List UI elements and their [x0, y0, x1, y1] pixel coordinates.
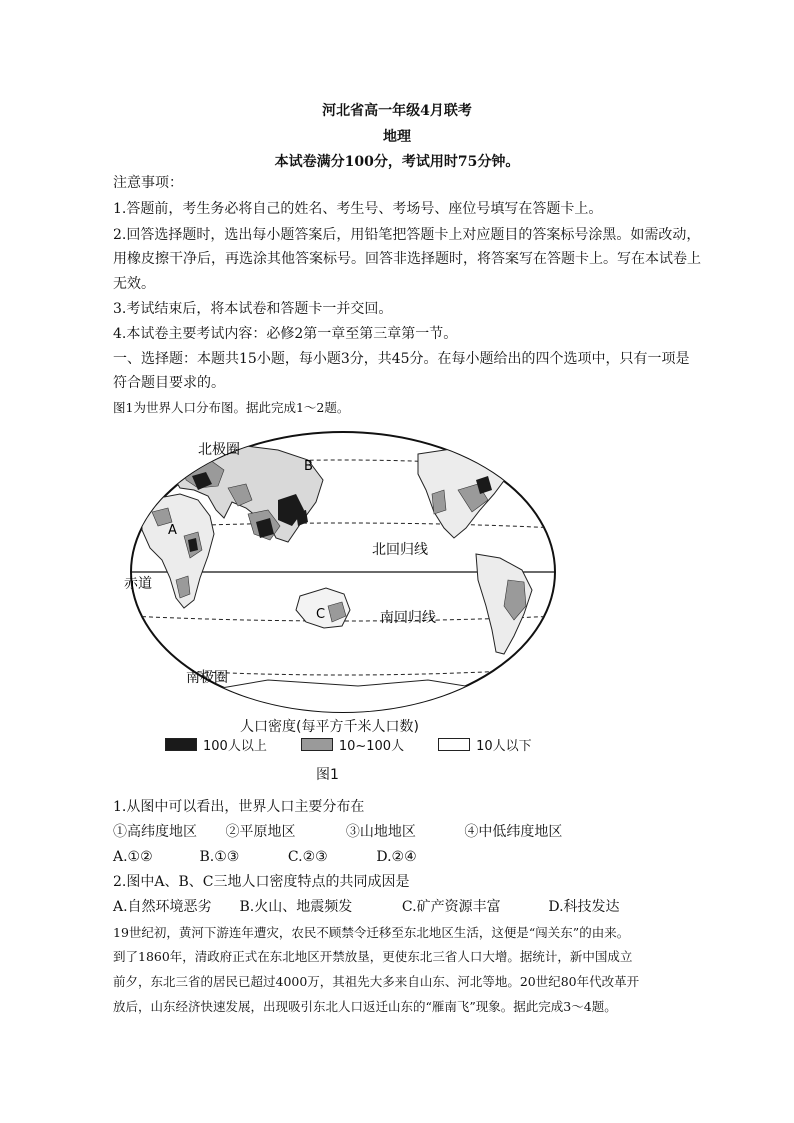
- q1-statement-3: ③山地地区: [345, 824, 416, 840]
- question-2-stem: 2.图中A、B、C三地人口密度特点的共同成因是: [113, 874, 410, 890]
- label-tropic-south: 南回归线: [380, 610, 436, 626]
- legend-label-medium: 10~100人: [338, 739, 405, 754]
- label-tropic-north: 北回归线: [372, 542, 428, 558]
- notes-heading: 注意事项：: [113, 175, 183, 191]
- note-item-2-line2: 用橡皮擦干净后，再选涂其他答案标号。回答非选择题时，将答案写在答题卡上。写在本试卷上: [113, 251, 701, 267]
- map-legend: [165, 735, 545, 754]
- passage-line-3: 前夕，东北三省的居民已超过4000万，其祖先大多来自山东、河北等地。20世纪80年代改革开: [113, 974, 640, 989]
- q2-option-a[interactable]: A.自然环境恶劣: [113, 899, 212, 915]
- question-1-statements: [113, 821, 703, 843]
- label-antarctic-circle: 南极圈: [186, 670, 228, 686]
- q2-option-c[interactable]: C.矿产资源丰富: [401, 899, 501, 915]
- label-arctic-circle: 北极圈: [198, 442, 240, 458]
- q1-option-a[interactable]: A.①②: [113, 849, 153, 865]
- question-1-stem: 1.从图中可以看出，世界人口主要分布在: [113, 799, 365, 815]
- note-item-1: 1.答题前，考生务必将自己的姓名、考生号、考场号、座位号填写在答题卡上。: [113, 201, 603, 217]
- label-c: C: [316, 607, 326, 622]
- figure-intro: 图1为世界人口分布图。据此完成1～2题。: [113, 400, 350, 415]
- label-equator: 赤道: [124, 576, 152, 592]
- passage-line-4: 放后，山东经济快速发展，出现吸引东北人口返迁山东的“雁南飞”现象。据此完成3～4题。: [113, 999, 617, 1014]
- q1-statement-1: ①高纬度地区: [113, 824, 197, 840]
- label-a: A: [168, 523, 177, 538]
- note-item-2-line3: 无效。: [113, 276, 155, 292]
- passage-line-2: 到了1860年，清政府正式在东北地区开禁放垦，更使东北三省人口大增。据统计，新中国成立: [113, 949, 633, 964]
- question-1-options: [113, 846, 703, 868]
- legend-swatch-medium: [301, 738, 333, 751]
- note-item-4: 4.本试卷主要考试内容：必修2第一章至第三章第一节。: [113, 326, 458, 342]
- map-svg: [124, 430, 558, 730]
- q1-statement-4: ④中低纬度地区: [464, 824, 563, 840]
- section-heading-line1: 一、选择题：本题共15小题，每小题3分，共45分。在每小题给出的四个选项中，只有一项是: [113, 351, 690, 367]
- q1-option-d[interactable]: D.②④: [376, 849, 417, 865]
- passage-line-1: 19世纪初，黄河下游连年遭灾，农民不顾禁令迁移至东北地区生活，这便是“闯关东”的由来。: [113, 925, 630, 940]
- q1-statement-2: ②平原地区: [225, 824, 296, 840]
- note-item-3: 3.考试结束后，将本试卷和答题卡一并交回。: [113, 301, 393, 317]
- legend-title: 人口密度(每平方千米人口数): [240, 719, 419, 735]
- label-b: B: [304, 459, 313, 474]
- legend-label-low: 10人以下: [476, 739, 532, 754]
- exam-info: 本试卷满分100分，考试用时75分钟。: [274, 154, 520, 170]
- q1-option-b[interactable]: B.①③: [199, 849, 240, 865]
- q2-option-d[interactable]: D.科技发达: [548, 899, 620, 915]
- q1-option-c[interactable]: C.②③: [287, 849, 328, 865]
- exam-title: 河北省高一年级4月联考: [322, 103, 472, 119]
- section-heading-line2: 符合题目要求的。: [113, 375, 225, 391]
- legend-swatch-low: [438, 738, 470, 751]
- subject-title: 地理: [383, 129, 411, 145]
- figure-caption: 图1: [316, 767, 339, 783]
- note-item-2-line1: 2.回答选择题时，选出每小题答案后，用铅笔把答题卡上对应题目的答案标号涂黑。如需改动，: [113, 227, 701, 243]
- question-2-options: [113, 896, 703, 918]
- legend-swatch-high: [165, 738, 197, 751]
- legend-label-high: 100人以上: [203, 739, 267, 754]
- q2-option-b[interactable]: B.火山、地震频发: [239, 899, 353, 915]
